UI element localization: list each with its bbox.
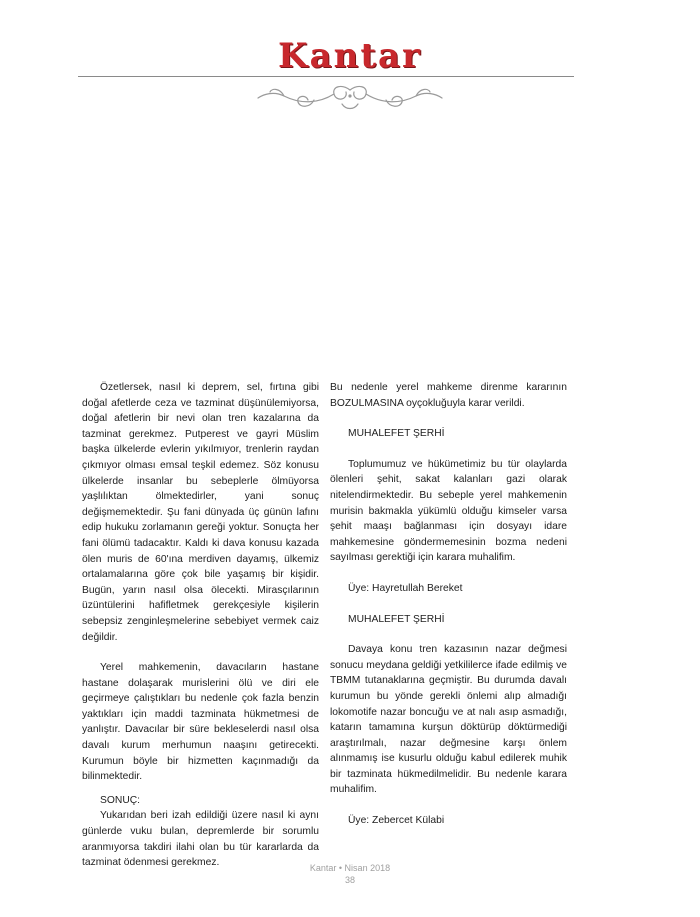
- paragraph: Özetlersek, nasıl ki deprem, sel, fırtına gibi doğal afetlerde ceza ve tazminat düşünülemiyorsa, doğal afetlerin bir nevi olan tren kazalarına da tazminat gerekmez. Putperest ve gayri Müslim başka ülkelerde evlerin yıkılmıyor, trenlerin raydan çıkmıyor olması emsal teşkil edemez. Söz konusu ülkelerde insanlar bu sebeplerle ölmüyorsa yaşlılıktan ölmektedirler, yani sonuç değişmemektedir. Şu fani dünyada üç günün lafını edip hukuku zorlamanın gereği yoktur. Sonuçta her fani ölümü tadacaktır. Kaldı ki dava konusu kazada ölen muris de 60'ına merdiven dayamış, ülkemiz ortalamalarına göre çok bile yaşamış bir kişidir. Bugün, yarın nasıl olsa ölecekti. Mirasçılarının üzüntülerini hafifletmek gerekçesiyle kişilerin sebepsiz zenginleşmelerine sebebiyet vermek caiz değildir.: [82, 382, 319, 643]
- page-footer: [0, 862, 700, 886]
- paragraph: Bu nedenle yerel mahkeme direnme kararının BOZULMASINA oyçokluğuyla karar verildi.: [330, 382, 567, 409]
- footer-line: Kantar • Nisan 2018: [309, 863, 391, 873]
- paragraph: Davaya konu tren kazasının nazar değmesi sonucu meydana geldiği yetkililerce ifade edilmiş ve TBMM tutanaklarına geçmiştir. Bu durumda davalı kurumun bu yönde gerekli önlemi alıp almadığı lokomotife nazar boncuğu ve at nalı asıp asmadığı, katarın tamamına kurşun döktürüp döktürmediği araştırılmalı, nazar değmesine karşı önlem alınmamış ise kusurlu olduğu kabul edilerek muhik bir tazminata hükmedilmelidir. Bu nedenle karara muhalifim.: [330, 644, 567, 796]
- right-column: [330, 380, 567, 829]
- paragraph: Yerel mahkemenin, davacıların hastane hastane dolaşarak murislerini ölü ve diri ele geçirmeye çalıştıkları bu nedenle çok fazla benzin yaktıkları için maddi tazminata hükmetmesi de yanlıştır. Davacılar bir süre bekleselerdi nasıl olsa davalı kurum merhumun naaşını getirecekti. Kurumun böyle bir hizmetten kaçınmadığı da bilinmektedir.: [82, 662, 319, 783]
- page-number: 38: [344, 875, 355, 885]
- magazine-title: Kantar: [278, 36, 422, 76]
- member-signature: Üye: Hayretullah Bereket: [348, 582, 463, 594]
- page-header: [0, 0, 700, 120]
- section-heading-muhalefet: MUHALEFET ŞERHİ: [348, 428, 445, 440]
- section-heading-sonuc: SONUÇ:: [100, 794, 141, 806]
- paragraph: Yukarıdan beri izah edildiği üzere nasıl ki aynı günlerde vuku bulan, depremlerde bir sorumlu aranmıyorsa takdiri ilahi olan bu tür kararlarda da tazminat ödenmesi gerekmez.: [82, 810, 319, 869]
- section-heading-muhalefet: MUHALEFET ŞERHİ: [348, 613, 445, 625]
- member-signature: Üye: Zebercet Külabi: [348, 815, 445, 827]
- paragraph: Toplumumuz ve hükümetimiz bu tür olaylarda ölenleri şehit, sakat kalanları gazi olarak nitelendirmektedir. Bu sebeple yerel mahkemenin murisin bakmakla yükümlü olduğu kimseler varsa şehit maaşı bağlanması için dosyayı idare mahkemesine göndermemesinin bozma nedeni sayılması gerektiği için karara muhalifim.: [330, 458, 567, 564]
- left-column: [82, 380, 319, 871]
- ornament-flourish-icon: [254, 82, 446, 112]
- header-rule: [78, 76, 574, 77]
